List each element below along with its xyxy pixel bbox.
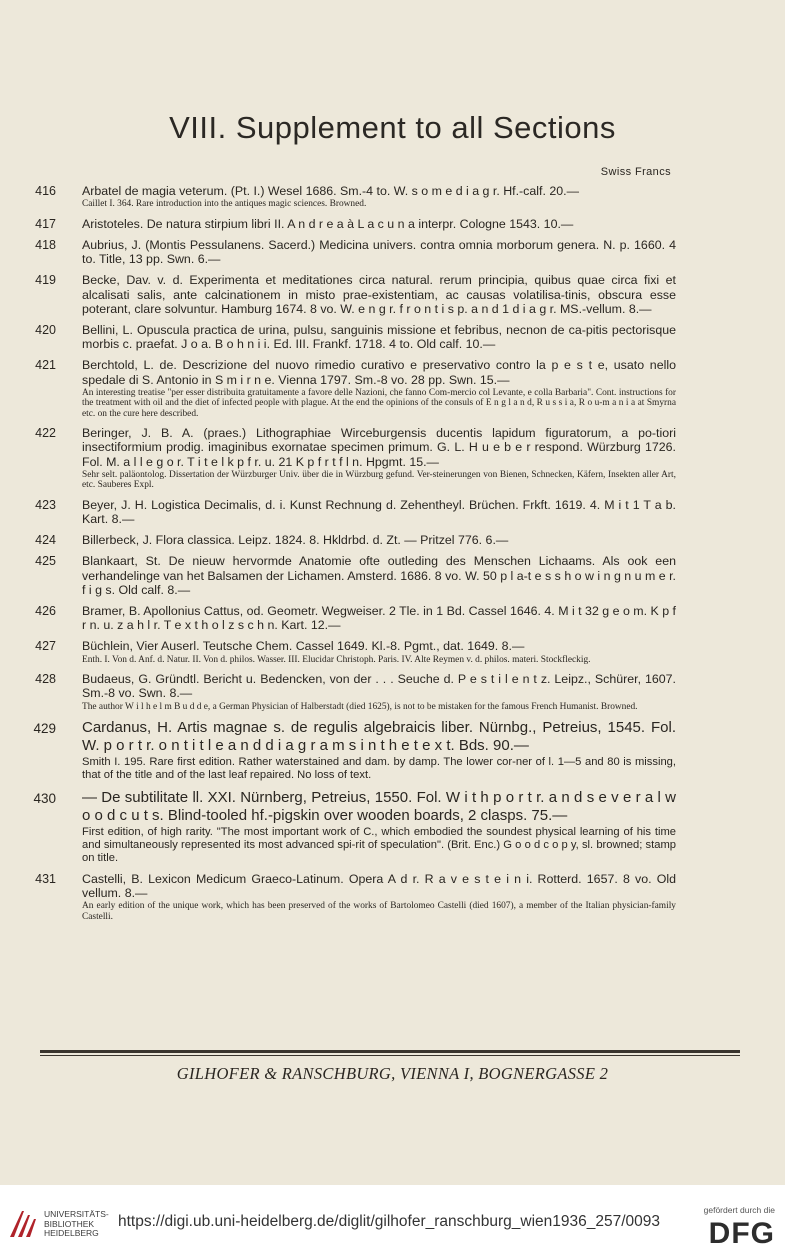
entry-number: 417 bbox=[35, 216, 56, 231]
viewer-bottom-bar bbox=[0, 1185, 785, 1257]
entry-note: An interesting treatise "per esser distribuita gratuitamente a favore delle Nazioni, che fanno Com-mercio col Levante, e colla Barbaria". Cont. instructions for the treatment with oil and the diet of infected people with plague. At the end the opinions of the consuls of E n g l a n d, R u s s i a, R o u-m a n i a at Smyrna etc. on the cure here described. bbox=[82, 387, 676, 419]
entry-number: 425 bbox=[35, 554, 56, 569]
uni-line-2: BIBLIOTHEK bbox=[44, 1218, 95, 1229]
entry-note: Enth. I. Von d. Anf. d. Natur. II. Von d. philos. Wasser. III. Elucidar Christoph. Paris. IV. Alte Reymen v. d. philos. materi. Stockfleckig. bbox=[82, 654, 591, 665]
catalog-entry bbox=[16, 498, 676, 526]
catalog-entry bbox=[16, 554, 676, 597]
entry-number: 426 bbox=[35, 604, 56, 619]
entry-number: 424 bbox=[35, 533, 56, 548]
catalog-entry bbox=[16, 238, 676, 266]
page-title: VIII. Supplement to all Sections bbox=[169, 110, 616, 145]
currency-label: Swiss Francs bbox=[600, 166, 671, 178]
catalog-entry bbox=[16, 358, 676, 419]
entry-number: 431 bbox=[35, 872, 56, 887]
catalog-entry bbox=[16, 323, 676, 351]
entry-note: First edition, of high rarity. "The most important work of C., which embodied the soundest physical learning of his time and simultaneously represented its most advanced spi-rit of speculation". (Brit. Enc.) G o o d c o p y, sl. browned; stamp on title. bbox=[82, 826, 676, 865]
footer-publisher: GILHOFER & RANSCHBURG, VIENNA I, BOGNERGASSE 2 bbox=[176, 1064, 609, 1083]
permalink-url[interactable]: https://digi.ub.uni-heidelberg.de/diglit/gilhofer_ranschburg_wien1936_257/0093 bbox=[118, 1213, 661, 1230]
catalog-entry bbox=[16, 533, 676, 547]
entry-text: Budaeus, G. Gründtl. Bericht u. Bedencken, von der . . . Seuche d. P e s t i l e n t z. Leipz., Schürer, 1607. Sm.-8 vo. Swn. 8.— bbox=[82, 672, 676, 701]
entry-number: 423 bbox=[35, 497, 56, 512]
entry-number: 430 bbox=[33, 791, 56, 807]
entry-number: 429 bbox=[33, 721, 56, 737]
entry-text: Bramer, B. Apollonius Cattus, od. Geometr. Wegweiser. 2 Tle. in 1 Bd. Cassel 1646. 4. M i t 32 g e o m. K p f r n. u. z a h l r. T e x t h o l z s c h n. Kart. 12.— bbox=[82, 604, 676, 633]
catalog-entry bbox=[16, 184, 676, 210]
entry-text: Beyer, J. H. Logistica Decimalis, d. i. Kunst Rechnung d. Zehentheyl. Brüchen. Frkft. 1619. 4. M i t 1 T a b. Kart. 8.— bbox=[82, 497, 676, 527]
catalog-entries bbox=[16, 184, 676, 929]
funded-by-label: gefördert durch die bbox=[703, 1205, 775, 1215]
entry-text: Berchtold, L. de. Descrizione del nuovo rimedio curativo e preservativo contro la p e s t e, usato nello spedale di S. Antonio in S m i r n e. Vienna 1797. Sm.-8 vo. 28 pp. Swn. 15.— bbox=[82, 358, 676, 387]
entry-note: Sehr selt. paläontolog. Dissertation der Würzburger Univ. über die in Würzburg gefund. Ver-steinerungen von Bienen, Schnecken, Käfern, Insekten aller Art, etc. Sauberes Expl. bbox=[82, 469, 676, 491]
entry-text: Büchlein, Vier Auserl. Teutsche Chem. Cassel 1649. Kl.-8. Pgmt., dat. 1649. 8.— bbox=[82, 639, 525, 654]
entry-text: Blankaart, St. De nieuw hervormde Anatomie ofte outleding des Menschen Lichaams. Als ook een verhandelinge van het Balsamen der Lichamen. Amsterd. 1686. 8 vo. W. 50 p l a-t e s s h o w i n g n u m e r. f i g s. Old calf. 8.— bbox=[82, 554, 676, 597]
entry-number: 422 bbox=[35, 426, 56, 441]
uni-line-1: UNIVERSITÄTS- bbox=[44, 1209, 109, 1219]
entry-number: 416 bbox=[35, 184, 56, 198]
catalog-entry bbox=[16, 719, 676, 782]
catalog-entry bbox=[16, 217, 676, 231]
entry-text: Billerbeck, J. Flora classica. Leipz. 1824. 8. Hkldrbd. d. Zt. — Pritzel 776. 6.— bbox=[82, 533, 509, 548]
university-library-logo-icon bbox=[8, 1207, 38, 1241]
entry-text: — De subtilitate ll. XXI. Nürnberg, Petreius, 1550. Fol. W i t h p o r t r. a n d s e v e r a l w o o d c u t s. Blind-tooled hf.-pigskin over wooden boards, 2 clasps. 75.— bbox=[82, 789, 676, 825]
university-library-name bbox=[44, 1210, 109, 1239]
catalog-entry bbox=[16, 273, 676, 316]
entry-text: Aristoteles. De natura stirpium libri II. A n d r e a à L a c u n a interpr. Cologne 1543. 10.— bbox=[82, 216, 574, 231]
entry-note: The author W i l h e l m B u d d e, a German Physician of Halberstadt (died 1625), is not to be mistaken for the famous French Humanist. Browned. bbox=[82, 701, 638, 712]
entry-note: Smith I. 195. Rare first edition. Rather waterstained and dam. by damp. The lower cor-ner of l. 1—5 and 80 is missing, that of the title and of the last leaf repaired. No loss of text. bbox=[82, 756, 676, 782]
catalog-entry bbox=[16, 872, 676, 922]
uni-line-3: HEIDELBERG bbox=[44, 1228, 99, 1239]
entry-number: 427 bbox=[35, 639, 56, 654]
catalog-entry bbox=[16, 604, 676, 632]
entry-text: Cardanus, H. Artis magnae s. de regulis algebraicis liber. Nürnbg., Petreius, 1545. Fol. W. p o r t r. o n t i t l e a n d d i a g r a m s i n t h e t e x t. Bds. 90.— bbox=[82, 719, 676, 755]
entry-note: Caillet I. 364. Rare introduction into the antiques magic sciences. Browned. bbox=[82, 199, 367, 210]
entry-text: Becke, Dav. v. d. Experimenta et meditationes circa natural. rerum principia, quibus quae circa fixi et alcalisati salis, ante calcinationem in misto prae-existentiam, ac causas volatilisa-tinis, obscura esse poterant, clare solvuntur. Hamburg 1674. 8 vo. W. e n g r. f r o n t i s p. a n d 1 d i a g r. MS.-vellum. 8.— bbox=[82, 273, 676, 316]
catalog-entry bbox=[16, 672, 676, 712]
entry-text: Beringer, J. B. A. (praes.) Lithographiae Wirceburgensis ducentis lapidum figuratorum, a po-tiori insectiformium prodig. imaginibus exornatae specimen primum. G. L. H u e b e r respond. Würzburg 1726. Fol. M. a l l e g o r. T i t e l k p f r. u. 21 K p f r t f l n. Hpgmt. 15.— bbox=[82, 426, 676, 469]
entry-number: 419 bbox=[35, 273, 56, 288]
entry-number: 418 bbox=[35, 237, 56, 252]
entry-text: Bellini, L. Opuscula practica de urina, pulsu, sanguinis missione et febribus, necnon de ca-pitis pectorisque morbis c. praefat. J o a. B o h n i i. Ed. III. Frankf. 1718. 4 to. Old calf. 10.— bbox=[82, 322, 676, 352]
catalog-entry bbox=[16, 639, 676, 665]
dfg-logo: DFG bbox=[708, 1217, 775, 1250]
entry-number: 428 bbox=[35, 672, 56, 687]
footer-rule bbox=[40, 1050, 740, 1053]
entry-text: Castelli, B. Lexicon Medicum Graeco-Latinum. Opera A d r. R a v e s t e i n i. Rotterd. 1657. 8 vo. Old vellum. 8.— bbox=[82, 872, 676, 901]
entry-number: 421 bbox=[35, 358, 56, 373]
catalog-entry bbox=[16, 789, 676, 865]
entry-text: Aubrius, J. (Montis Pessulanens. Sacerd.) Medicina univers. contra omnia morborum genera. N. p. 1660. 4 to. Title, 13 pp. Swn. 6.— bbox=[82, 237, 676, 267]
catalog-entry bbox=[16, 426, 676, 491]
footer-rule-thin bbox=[40, 1055, 740, 1056]
entry-note: An early edition of the unique work, which has been preserved of the works of Bartolomeo Castelli (died 1607), a member of the Italian physician-family Castelli. bbox=[82, 901, 676, 922]
entry-number: 420 bbox=[35, 322, 56, 337]
entry-text: Arbatel de magia veterum. (Pt. I.) Wesel 1686. Sm.-4 to. W. s o m e d i a g r. Hf.-calf. 20.— bbox=[82, 184, 579, 198]
